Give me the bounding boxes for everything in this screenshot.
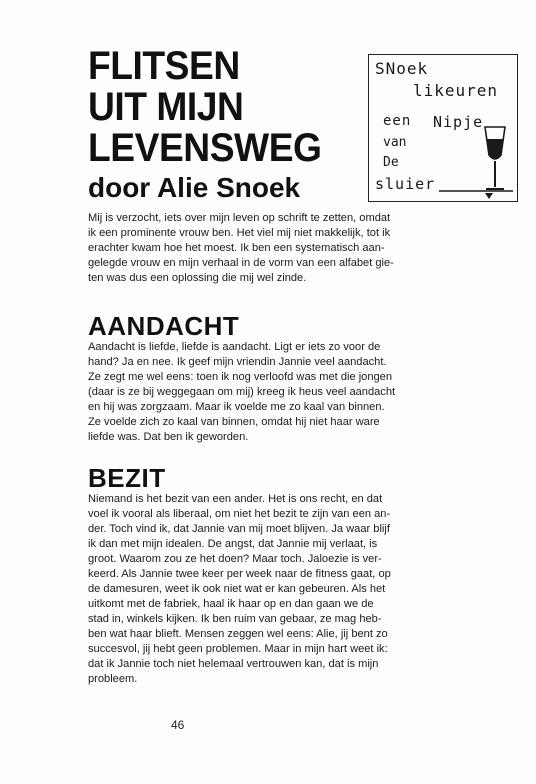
intro-section [88, 211, 492, 286]
text-line: erachter kwam hoe het moest. Ik ben een systematisch aan- [88, 242, 385, 254]
handwritten-note-box [368, 54, 518, 202]
text-line: der. Toch vind ik, dat Jannie van mij moet blijven. Ja waar blijf [88, 523, 390, 535]
article-title-line-2: UIT MIJN [88, 85, 244, 129]
text-line: ten was dus een oplossing die mij wel zinde. [88, 272, 307, 284]
article-title-line-1: FLITSEN [88, 44, 240, 88]
underline-arrow-icon [439, 187, 515, 201]
text-line: uitkomt met de fabriek, haal ik haar op en dan gaan we de [88, 598, 374, 610]
text-line: stad in, winkels kijken. Ik ben ruim van gebaar, ze mag heb- [88, 613, 382, 625]
text-line: hand? Ja en nee. Ik geef mijn vriendin Jannie veel aandacht. [88, 356, 387, 368]
text-line: Ze voelde zich zo kaal van binnen, omdat hij niet haar ware [88, 416, 380, 428]
article-title-line-3: LEVENSWEG [88, 126, 322, 170]
text-line: ben wat haar blieft. Mensen zeggen wel eens: Alie, jij bent zo [88, 628, 388, 640]
intro-paragraph [88, 211, 492, 286]
section-paragraph [88, 492, 492, 687]
text-line: dat ik Jannie toch niet helemaal vertrouwen kan, dat is mijn [88, 658, 379, 670]
text-line: (daar is ze bij weggegaan om mij) kreeg ik heus veel aandacht [88, 386, 396, 398]
article-byline: door Alie Snoek [88, 172, 301, 203]
text-line: liefde was. Dat ben ik geworden. [88, 431, 249, 443]
page-number: 46 [171, 718, 185, 732]
handwritten-line-7: sluier [375, 175, 436, 193]
section-bezit [88, 464, 492, 687]
handwritten-line-2: likeuren [413, 81, 499, 100]
text-line: groot. Waarom zou ze het doen? Maar toch. Jaloezie is ver- [88, 553, 382, 565]
text-line: voel ik vooral als liberaal, om niet het bezit te zijn van een an- [88, 508, 391, 520]
text-line: ik dan met mijn idealen. De angst, dat Jannie mij verlaat, is [88, 538, 378, 550]
section-heading: AANDACHT [88, 311, 240, 341]
article-title-block [88, 46, 358, 203]
text-line: ik een prominente vrouw ben. Het viel mij niet makkelijk, tot ik [88, 227, 391, 239]
text-line: gelegde vrouw en mijn verhaal in de vorm van een alfabet gie- [88, 257, 394, 269]
text-line: Ze zegt me wel eens: toen ik nog verloofd was met die jongen [88, 371, 393, 383]
text-line: en hij was zorgzaam. Maar ik voelde me zo kaal van binnen. [88, 401, 385, 413]
text-line: keerd. Als Jannie twee keer per week naar de fitness gaat, op [88, 568, 391, 580]
handwritten-line-4: Nipje [433, 113, 484, 131]
text-line: succesvol, jij hebt geen problemen. Maar in mijn hart weet ik: [88, 643, 388, 655]
liqueur-glass-icon [481, 125, 509, 195]
text-line: Mij is verzocht, iets over mijn leven op schrift te zetten, omdat [88, 212, 391, 224]
handwritten-line-5: van [383, 135, 407, 150]
text-line: de damesuren, weet ik ook niet wat er kan gebeuren. Als het [88, 583, 386, 595]
handwritten-line-6: De [383, 155, 399, 170]
section-paragraph [88, 340, 492, 445]
section-heading: BEZIT [88, 463, 166, 493]
text-line: Aandacht is liefde, liefde is aandacht. Ligt er iets zo voor de [88, 341, 381, 353]
handwritten-line-1: SNoek [375, 59, 429, 78]
text-line: probleem. [88, 673, 138, 685]
handwritten-line-3: een [383, 113, 412, 129]
section-aandacht [88, 312, 492, 445]
text-line: Niemand is het bezit van een ander. Het is ons recht, en dat [88, 493, 383, 505]
